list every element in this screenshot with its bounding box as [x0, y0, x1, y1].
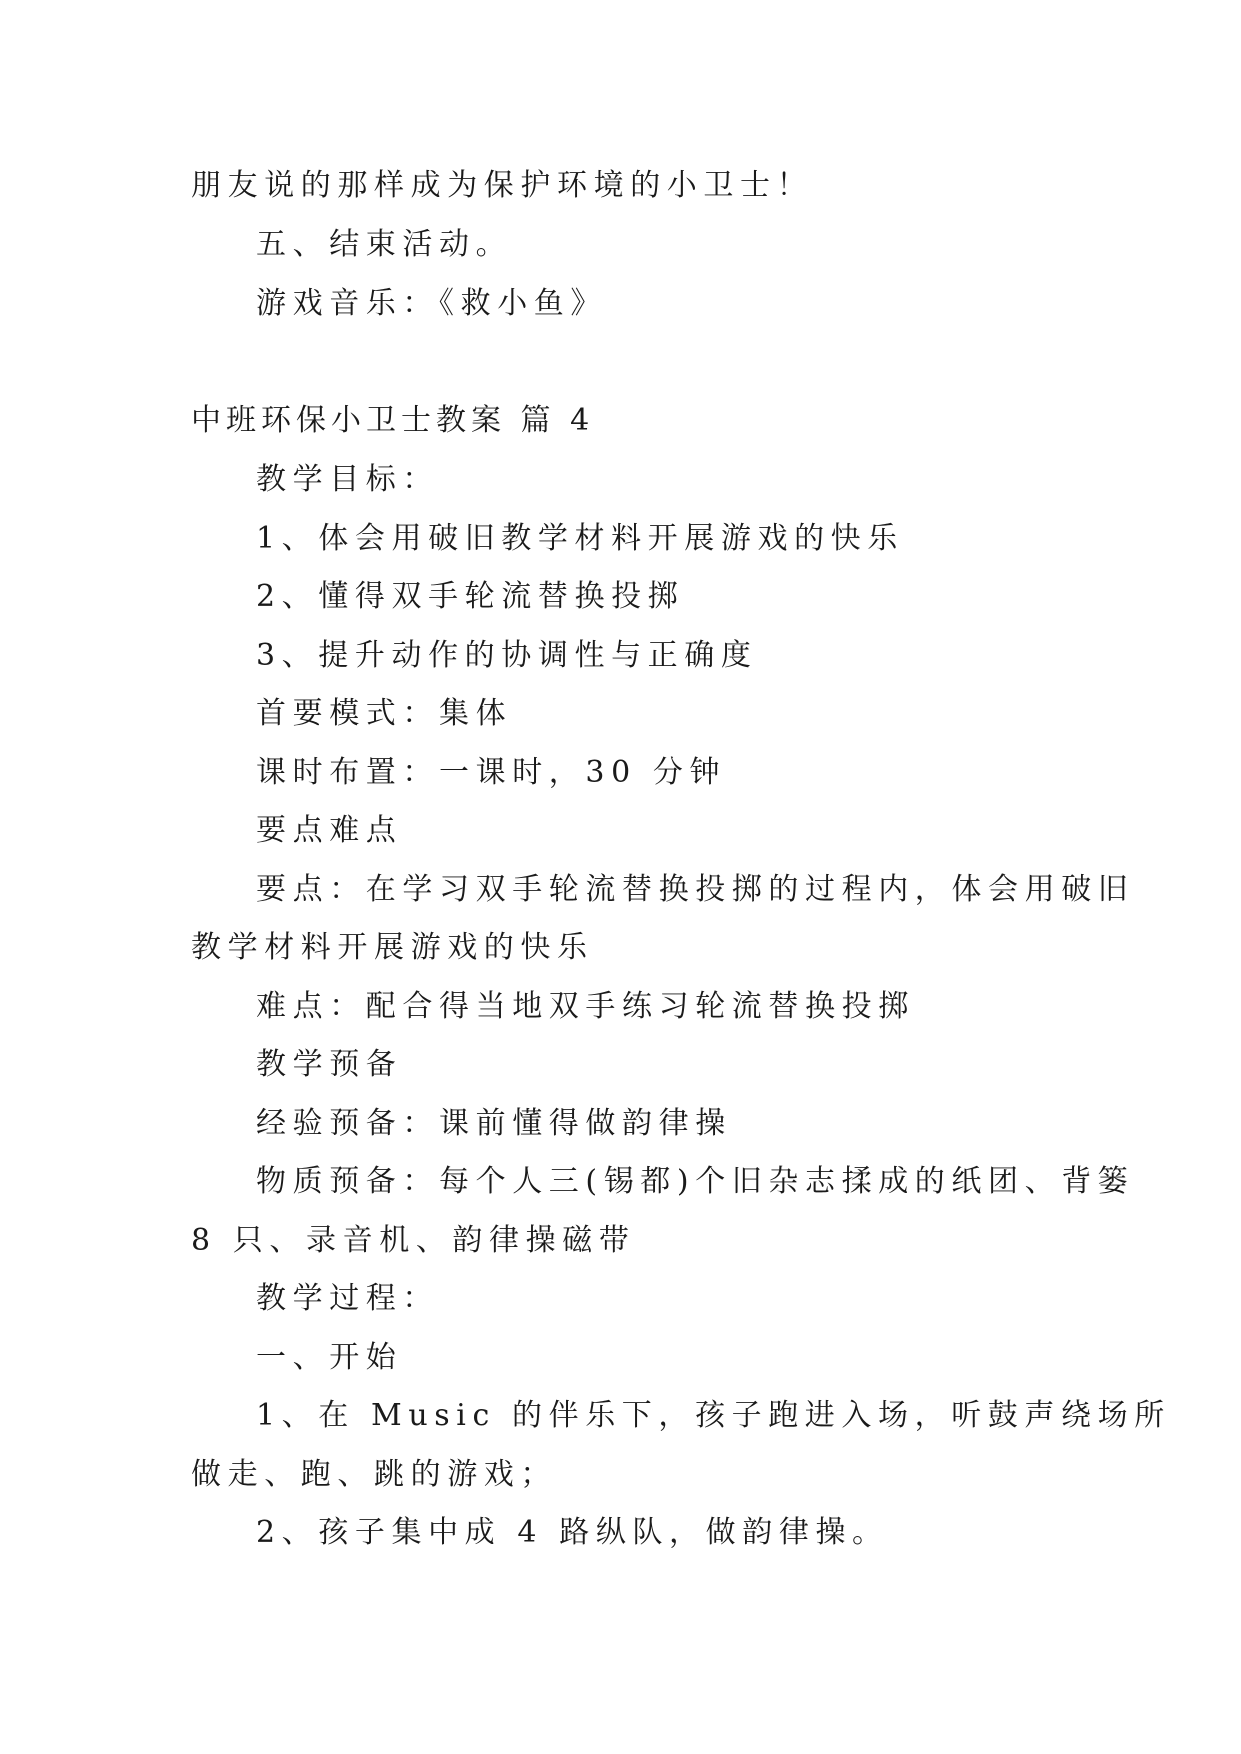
paragraph-line: 3、提升动作的协调性与正确度 — [256, 638, 758, 673]
paragraph-line: 朋友说的那样成为保护环境的小卫士！ — [191, 168, 814, 203]
paragraph-line: 经验预备：课前懂得做韵律操 — [256, 1106, 732, 1141]
paragraph-line: 首要模式：集体 — [256, 696, 513, 731]
paragraph-line: 课时布置：一课时，30 分钟 — [256, 755, 727, 790]
paragraph-line: 做走、跑、跳的游戏； — [191, 1457, 557, 1492]
paragraph-line: 难点：配合得当地双手练习轮流替换投掷 — [256, 989, 915, 1024]
paragraph-line: 1、在 Music 的伴乐下，孩子跑进入场，听鼓声绕场所 — [256, 1398, 1171, 1433]
section-heading: 中班环保小卫士教案 篇 4 — [191, 403, 595, 438]
paragraph-line: 教学过程： — [256, 1281, 439, 1316]
paragraph-line: 教学材料开展游戏的快乐 — [191, 930, 594, 965]
paragraph-line: 一、开始 — [256, 1340, 403, 1375]
paragraph-line: 8 只、录音机、韵律操磁带 — [191, 1223, 636, 1258]
paragraph-line: 物质预备：每个人三(锡都)个旧杂志揉成的纸团、背篓 — [256, 1164, 1135, 1199]
paragraph-line: 要点：在学习双手轮流替换投掷的过程内，体会用破旧 — [256, 872, 1135, 907]
paragraph-line: 1、体会用破旧教学材料开展游戏的快乐 — [256, 521, 904, 556]
paragraph-line: 五、结束活动。 — [256, 227, 513, 262]
paragraph-line: 要点难点 — [256, 813, 403, 848]
paragraph-line: 游戏音乐：《救小鱼》 — [256, 286, 607, 321]
paragraph-line: 教学预备 — [256, 1047, 403, 1082]
paragraph-line: 2、懂得双手轮流替换投掷 — [256, 579, 685, 614]
paragraph-line: 2、孩子集中成 4 路纵队，做韵律操。 — [256, 1515, 889, 1550]
paragraph-line: 教学目标： — [256, 462, 439, 497]
